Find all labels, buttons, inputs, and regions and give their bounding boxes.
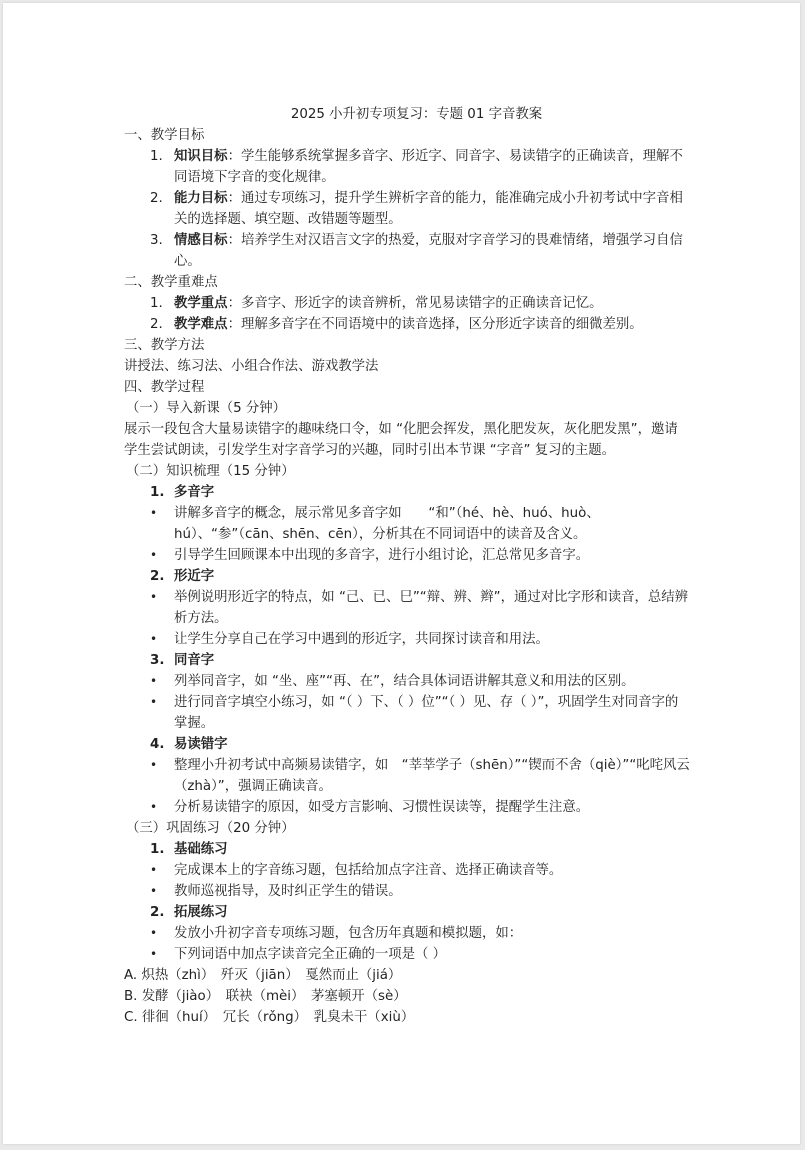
bullet-text: 整理小升初考试中高频易读错字，如 “莘莘学子（shēn）”“锲而不舍（qiè）”“叱咤风云（zhà）”，强调正确读音。 <box>174 758 690 794</box>
document-page <box>3 3 800 1144</box>
topic-number: 1. <box>150 842 165 857</box>
topic-number: 1. <box>150 485 165 500</box>
item-text: ：通过专项练习，提升学生辨析字音的能力，能准确完成小升初考试中字音相关的选择题、填空题、改错题等题型。 <box>174 191 683 227</box>
item-label: 能力目标 <box>174 191 228 206</box>
item-number: 1. <box>150 149 163 164</box>
item-number: 3. <box>150 233 163 248</box>
methods-text: 讲授法、练习法、小组合作法、游戏教学法 <box>124 359 379 374</box>
bullet-text: 分析易读错字的原因，如受方言影响、习惯性误读等，提醒学生注意。 <box>174 800 590 815</box>
key-point-item <box>124 314 691 335</box>
intro-paragraph: 展示一段包含大量易读错字的趣味绕口令，如 “化肥会挥发，黑化肥发灰，灰化肥发黑”，邀请学生尝试朗读，引发学生对字音学习的兴趣，同时引出本节课 “字音” 复习的主题。 <box>124 422 678 458</box>
topic-number: 3. <box>150 653 165 668</box>
topic-number: 2. <box>150 905 165 920</box>
section-heading-process: 四、教学过程 <box>124 380 205 395</box>
topic-heading <box>124 650 691 671</box>
bullet-dot: • <box>150 947 158 961</box>
bullet-text: 发放小升初字音专项练习题，包含历年真题和模拟题，如： <box>174 926 523 941</box>
bullet-dot: • <box>150 632 158 646</box>
bullet-dot: • <box>150 548 158 562</box>
document-content <box>124 104 691 1028</box>
topic-heading <box>124 482 691 503</box>
bullet-item <box>124 671 691 692</box>
item-text: ：培养学生对汉语言文字的热爱，克服对字音学习的畏难情绪，增强学习自信心。 <box>174 233 683 269</box>
section-heading-objectives: 一、教学目标 <box>124 128 205 143</box>
item-label: 知识目标 <box>174 149 228 164</box>
bullet-item <box>124 923 691 944</box>
bullet-item <box>124 797 691 818</box>
bullet-text: 进行同音字填空小练习，如 “（ ）下、（ ）位”“（ ）见、存（ ）”，巩固学生对同音字的掌握。 <box>174 695 679 731</box>
bullet-item <box>124 545 691 566</box>
item-label: 教学难点 <box>174 317 228 332</box>
bullet-dot: • <box>150 695 158 709</box>
topic-title: 形近字 <box>174 569 215 584</box>
subsection-heading-knowledge: （二）知识梳理（15 分钟） <box>126 464 295 479</box>
bullet-text: 让学生分享自己在学习中遇到的形近字，共同探讨读音和用法。 <box>174 632 549 647</box>
objective-item <box>124 230 691 272</box>
item-text: ：理解多音字在不同语境中的读音选择，区分形近字读音的细微差别。 <box>227 317 643 332</box>
topic-title: 多音字 <box>174 485 215 500</box>
bullet-dot: • <box>150 800 158 814</box>
option-b: B. 发酵（jiào） 联袂（mèi） 茅塞顿开（sè） <box>124 989 407 1004</box>
topic-heading <box>124 734 691 755</box>
topic-number: 4. <box>150 737 165 752</box>
topic-heading <box>124 839 691 860</box>
bullet-dot: • <box>150 884 158 898</box>
topic-title: 易读错字 <box>174 737 228 752</box>
bullet-text: 讲解多音字的概念，展示常见多音字如 “和”（hé、hè、huó、huò、hú）、“参”（cān、shēn、cēn），分析其在不同词语中的读音及含义。 <box>174 506 600 542</box>
topic-title: 基础练习 <box>174 842 228 857</box>
bullet-dot: • <box>150 590 158 604</box>
bullet-item <box>124 629 691 650</box>
bullet-item <box>124 755 691 797</box>
bullet-text: 举例说明形近字的特点，如 “己、已、巳”“辩、辨、辫”，通过对比字形和读音，总结辨析方法。 <box>174 590 689 626</box>
topic-heading <box>124 566 691 587</box>
bullet-text: 列举同音字，如 “坐、座”“再、在”，结合具体词语讲解其意义和用法的区别。 <box>174 674 635 689</box>
item-label: 教学重点 <box>174 296 228 311</box>
bullet-text: 教师巡视指导，及时纠正学生的错误。 <box>174 884 402 899</box>
topic-number: 2. <box>150 569 165 584</box>
item-number: 2. <box>150 317 163 332</box>
item-label: 情感目标 <box>174 233 228 248</box>
bullet-item <box>124 503 691 545</box>
item-text: ：多音字、形近字的读音辨析，常见易读错字的正确读音记忆。 <box>227 296 603 311</box>
bullet-text: 引导学生回顾课本中出现的多音字，进行小组讨论，汇总常见多音字。 <box>174 548 590 563</box>
bullet-dot: • <box>150 926 158 940</box>
option-c: C. 徘徊（huí） 冗长（rǒng） 乳臭未干（xiù） <box>124 1010 415 1025</box>
bullet-item <box>124 692 691 734</box>
bullet-item <box>124 860 691 881</box>
subsection-heading-intro: （一）导入新课（5 分钟） <box>126 401 287 416</box>
document-title: 2025 小升初专项复习：专题 01 字音教案 <box>290 107 543 122</box>
topic-title: 拓展练习 <box>174 905 228 920</box>
topic-title: 同音字 <box>174 653 215 668</box>
item-number: 1. <box>150 296 163 311</box>
bullet-item <box>124 881 691 902</box>
bullet-dot: • <box>150 506 158 520</box>
item-number: 2. <box>150 191 163 206</box>
bullet-dot: • <box>150 758 158 772</box>
item-text: ：学生能够系统掌握多音字、形近字、同音字、易读错字的正确读音，理解不同语境下字音的变化规律。 <box>174 149 683 185</box>
option-a: A. 炽热（zhì） 歼灭（jiān） 戛然而止（jiá） <box>124 968 402 983</box>
bullet-item <box>124 587 691 629</box>
bullet-text: 完成课本上的字音练习题，包括给加点字注音、选择正确读音等。 <box>174 863 563 878</box>
bullet-dot: • <box>150 674 158 688</box>
section-heading-key-points: 二、教学重难点 <box>124 275 218 290</box>
objective-item <box>124 188 691 230</box>
bullet-dot: • <box>150 863 158 877</box>
key-point-item <box>124 293 691 314</box>
topic-heading <box>124 902 691 923</box>
subsection-heading-practice: （三）巩固练习（20 分钟） <box>126 821 295 836</box>
bullet-item <box>124 944 691 965</box>
objective-item <box>124 146 691 188</box>
bullet-text: 下列词语中加点字读音完全正确的一项是（ ） <box>174 947 447 962</box>
section-heading-methods: 三、教学方法 <box>124 338 205 353</box>
